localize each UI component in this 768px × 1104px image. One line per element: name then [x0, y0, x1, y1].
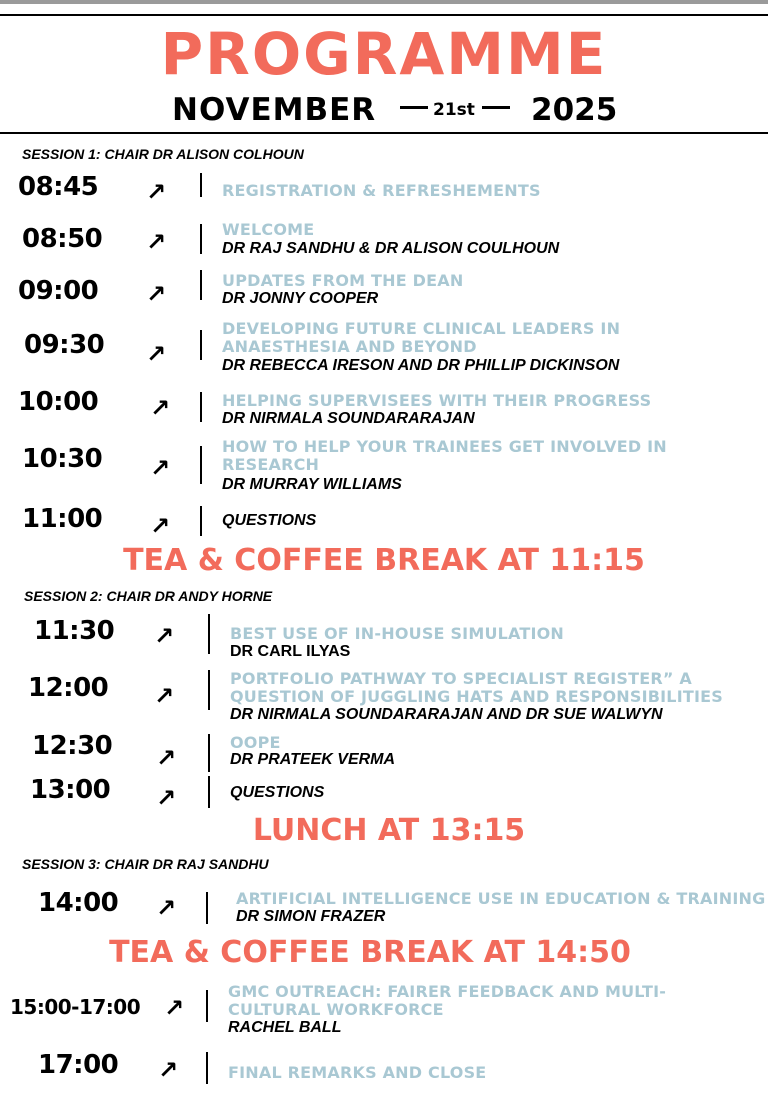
- speaker-welcome: DR RAJ SANDHU & DR ALISON COULHOUN: [222, 240, 560, 257]
- time-0900: 09:00: [18, 276, 99, 306]
- arrow-icon: ↗: [150, 454, 171, 482]
- arrow-icon: ↗: [164, 994, 185, 1022]
- arrow-icon: ↗: [146, 280, 167, 308]
- separator: [200, 506, 202, 536]
- arrow-icon: ↗: [150, 394, 171, 422]
- separator: [206, 990, 208, 1022]
- time-1200: 12:00: [28, 673, 109, 703]
- topic-portfolio: PORTFOLIO PATHWAY TO SPECIALIST REGISTER” A QUESTION OF JUGGLING HATS AND RESPONSIBILITIES: [230, 669, 723, 706]
- time-1100: 11:00: [22, 504, 103, 534]
- topic-welcome: WELCOME: [222, 220, 315, 239]
- separator: [200, 446, 202, 484]
- speaker-leaders: DR REBECCA IRESON AND DR PHILLIP DICKINSON: [222, 357, 620, 374]
- arrow-icon: ↗: [154, 622, 175, 650]
- topic-registration: REGISTRATION & REFRESHEMENTS: [222, 181, 541, 200]
- topic-research: HOW TO HELP YOUR TRAINEES GET INVOLVED IN RESEARCH: [222, 437, 667, 474]
- topic-simulation: BEST USE OF IN-HOUSE SIMULATION: [230, 624, 565, 643]
- topic-supervisees: HELPING SUPERVISEES WITH THEIR PROGRESS: [222, 391, 652, 410]
- session-2-heading: SESSION 2: CHAIR DR ANDY HORNE: [24, 588, 273, 604]
- date-dash-right: [482, 106, 510, 109]
- topic-gmc: GMC OUTREACH: FAIRER FEEDBACK AND MULTI-CULTURAL WORKFORCE: [228, 982, 667, 1019]
- break-lunch-1315: LUNCH AT 13:15: [252, 813, 526, 848]
- separator: [200, 224, 202, 254]
- time-1300: 13:00: [30, 775, 111, 805]
- separator: [200, 330, 202, 360]
- break-tea-1115: TEA & COFFEE BREAK AT 11:15: [123, 543, 645, 578]
- arrow-icon: ↗: [158, 1056, 179, 1084]
- date-year: 2025: [531, 92, 618, 128]
- session-1-heading: SESSION 1: CHAIR DR ALISON COLHOUN: [22, 146, 304, 162]
- time-1130: 11:30: [34, 616, 115, 646]
- separator: [208, 776, 210, 808]
- arrow-icon: ↗: [156, 744, 177, 772]
- session-3-heading: SESSION 3: CHAIR DR RAJ SANDHU: [22, 856, 269, 872]
- speaker-questions-1: QUESTIONS: [222, 512, 317, 529]
- time-0930: 09:30: [24, 330, 105, 360]
- date-line: [0, 90, 768, 130]
- topic-dean: UPDATES FROM THE DEAN: [222, 271, 464, 290]
- page-title: PROGRAMME: [160, 20, 608, 88]
- separator: [200, 173, 202, 197]
- date-dash-left: [400, 106, 428, 109]
- time-0845: 08:45: [18, 172, 99, 202]
- separator: [206, 1052, 208, 1084]
- arrow-icon: ↗: [156, 894, 177, 922]
- time-1700: 17:00: [38, 1050, 119, 1080]
- speaker-questions-2: QUESTIONS: [230, 784, 325, 801]
- separator: [208, 614, 210, 654]
- speaker-research: DR MURRAY WILLIAMS: [222, 476, 402, 493]
- separator: [208, 734, 210, 772]
- date-month: NOVEMBER: [172, 92, 377, 128]
- topic-ai: ARTIFICIAL INTELLIGENCE USE IN EDUCATION & TRAINING: [236, 889, 766, 908]
- break-tea-1450: TEA & COFFEE BREAK AT 14:50: [109, 935, 631, 970]
- time-1230: 12:30: [32, 731, 113, 761]
- date-day: 21st: [433, 100, 475, 120]
- header-rule: [0, 132, 768, 134]
- arrow-icon: ↗: [146, 228, 167, 256]
- separator: [200, 392, 202, 422]
- arrow-icon: ↗: [156, 784, 177, 812]
- time-1000: 10:00: [18, 387, 99, 417]
- speaker-portfolio: DR NIRMALA SOUNDARARAJAN AND DR SUE WALWYN: [230, 706, 663, 723]
- speaker-ai: DR SIMON FRAZER: [236, 908, 386, 925]
- time-1030: 10:30: [22, 444, 103, 474]
- speaker-dean: DR JONNY COOPER: [222, 290, 379, 307]
- speaker-supervisees: DR NIRMALA SOUNDARARAJAN: [222, 410, 475, 427]
- arrow-icon: ↗: [154, 682, 175, 710]
- speaker-oope: DR PRATEEK VERMA: [230, 751, 396, 768]
- time-1400: 14:00: [38, 888, 119, 918]
- time-1500-1700: 15:00-17:00: [10, 995, 141, 1019]
- arrow-icon: ↗: [146, 340, 167, 368]
- arrow-icon: ↗: [146, 178, 167, 206]
- topic-oope: OOPE: [230, 733, 281, 752]
- top-rule: [0, 14, 768, 16]
- speaker-simulation: DR CARL ILYAS: [230, 643, 351, 660]
- time-0850: 08:50: [22, 224, 103, 254]
- arrow-icon: ↗: [150, 512, 171, 540]
- top-border: [0, 0, 768, 4]
- topic-close: FINAL REMARKS AND CLOSE: [228, 1063, 487, 1082]
- separator: [208, 670, 210, 710]
- speaker-gmc: RACHEL BALL: [228, 1019, 342, 1036]
- separator: [206, 892, 208, 924]
- separator: [200, 270, 202, 300]
- topic-leaders: DEVELOPING FUTURE CLINICAL LEADERS IN ANAESTHESIA AND BEYOND: [222, 319, 621, 356]
